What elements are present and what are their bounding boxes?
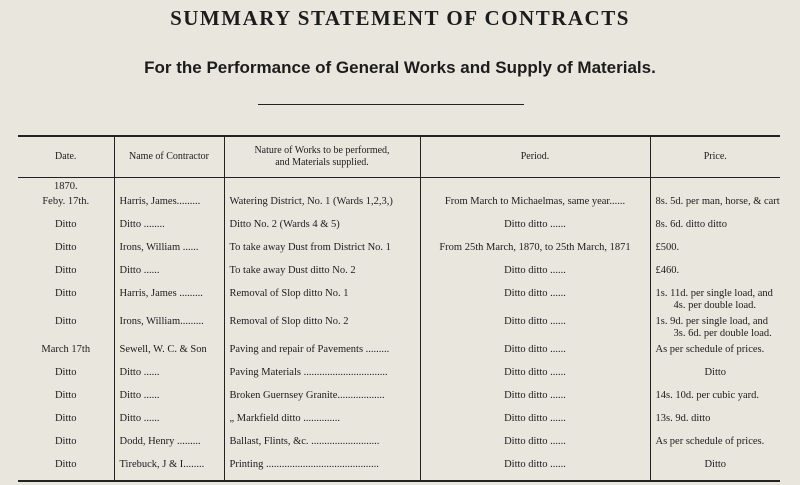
cell-contractor: Ditto ...... <box>114 365 224 388</box>
cell-date: March 17th <box>18 342 114 365</box>
cell-contractor: Ditto ...... <box>114 411 224 434</box>
price-line: 4s. per double load. <box>673 300 757 311</box>
cell-price <box>650 194 780 217</box>
cell-period: Ditto ditto ...... <box>420 457 650 481</box>
price-line: Ditto <box>704 367 727 378</box>
cell-price <box>650 342 780 365</box>
cell-period: From 25th March, 1870, to 25th March, 1871 <box>420 240 650 263</box>
price-line: 8s. 5d. per man, horse, & cart <box>655 196 780 207</box>
cell-contractor: Ditto ...... <box>114 263 224 286</box>
cell-period: Ditto ditto ...... <box>420 411 650 434</box>
cell-date: Ditto <box>18 314 114 342</box>
table-row <box>18 240 780 263</box>
header-nature-line2: and Materials supplied. <box>275 157 369 168</box>
cell-price <box>650 263 780 286</box>
cell-contractor: Tirebuck, J & I........ <box>114 457 224 481</box>
cell-price <box>650 286 780 314</box>
cell-date: Ditto <box>18 411 114 434</box>
table-row <box>18 286 780 314</box>
cell-contractor: Sewell, W. C. & Son <box>114 342 224 365</box>
price-line: As per schedule of prices. <box>655 436 765 447</box>
header-nature <box>224 136 420 178</box>
table-row <box>18 434 780 457</box>
cell-nature: Paving and repair of Pavements ......... <box>224 342 420 365</box>
price-line: As per schedule of prices. <box>655 344 765 355</box>
cell-period: Ditto ditto ...... <box>420 314 650 342</box>
cell-nature: To take away Dust ditto No. 2 <box>224 263 420 286</box>
cell-price <box>650 365 780 388</box>
cell-period: Ditto ditto ...... <box>420 388 650 411</box>
cell-nature: Broken Guernsey Granite.................. <box>224 388 420 411</box>
price-line: 1s. 11d. per single load, and <box>655 288 773 299</box>
cell-date: Ditto <box>18 434 114 457</box>
price-line: 13s. 9d. ditto <box>655 413 711 424</box>
cell-contractor: Dodd, Henry ......... <box>114 434 224 457</box>
price-line: 3s. 6d. per double load. <box>673 328 772 339</box>
table-row <box>18 217 780 240</box>
cell-date: Ditto <box>18 388 114 411</box>
cell-date: Ditto <box>18 240 114 263</box>
cell-contractor: Ditto ........ <box>114 217 224 240</box>
cell-period: Ditto ditto ...... <box>420 434 650 457</box>
price-line: 1s. 9d. per single load, and <box>655 316 769 327</box>
cell-nature: „ Markfield ditto .............. <box>224 411 420 434</box>
cell-price <box>650 457 780 481</box>
cell-contractor: Harris, James ......... <box>114 286 224 314</box>
cell-price <box>650 314 780 342</box>
cell-price <box>650 434 780 457</box>
cell-contractor: Harris, James......... <box>114 194 224 217</box>
cell-price <box>650 411 780 434</box>
cell-period: Ditto ditto ...... <box>420 365 650 388</box>
table-row <box>18 263 780 286</box>
cell-period: Ditto ditto ...... <box>420 342 650 365</box>
price-line: 14s. 10d. per cubic yard. <box>655 390 760 401</box>
table-row <box>18 457 780 481</box>
cell-price <box>650 240 780 263</box>
header-price: Price. <box>650 136 780 178</box>
header-contractor: Name of Contractor <box>114 136 224 178</box>
cell-date: Ditto <box>18 217 114 240</box>
cell-contractor: Irons, William......... <box>114 314 224 342</box>
table-row <box>18 194 780 217</box>
cell-nature: Removal of Slop ditto No. 2 <box>224 314 420 342</box>
header-date: Date. <box>18 136 114 178</box>
cell-nature: Paving Materials ................................ <box>224 365 420 388</box>
cell-period: Ditto ditto ...... <box>420 217 650 240</box>
title-rule <box>258 104 524 105</box>
price-line: Ditto <box>704 459 727 470</box>
table-header-row <box>18 136 780 178</box>
cell-price <box>650 217 780 240</box>
year-row <box>18 178 780 195</box>
cell-date: Feby. 17th. <box>18 194 114 217</box>
cell-date: Ditto <box>18 365 114 388</box>
cell-nature: Ballast, Flints, &c. .......................... <box>224 434 420 457</box>
price-line: £500. <box>655 242 680 253</box>
cell-date: Ditto <box>18 457 114 481</box>
table-row <box>18 365 780 388</box>
page-subtitle: For the Performance of General Works and Supply of Materials. <box>144 58 656 77</box>
page-title: SUMMARY STATEMENT OF CONTRACTS <box>170 6 630 30</box>
year-cell: 1870. <box>18 178 114 195</box>
cell-date: Ditto <box>18 286 114 314</box>
price-line: 8s. 6d. ditto ditto <box>655 219 727 230</box>
table-row <box>18 342 780 365</box>
cell-price <box>650 388 780 411</box>
cell-nature: Ditto No. 2 (Wards 4 & 5) <box>224 217 420 240</box>
header-nature-line1: Nature of Works to be performed, <box>254 145 390 156</box>
contracts-table <box>18 135 780 482</box>
header-period: Period. <box>420 136 650 178</box>
cell-date: Ditto <box>18 263 114 286</box>
cell-period: Ditto ditto ...... <box>420 263 650 286</box>
price-line: £460. <box>655 265 680 276</box>
cell-contractor: Irons, William ...... <box>114 240 224 263</box>
cell-contractor: Ditto ...... <box>114 388 224 411</box>
cell-nature: Watering District, No. 1 (Wards 1,2,3,) <box>224 194 420 217</box>
table-row <box>18 314 780 342</box>
cell-nature: To take away Dust from District No. 1 <box>224 240 420 263</box>
table-row <box>18 388 780 411</box>
cell-nature: Removal of Slop ditto No. 1 <box>224 286 420 314</box>
table-row <box>18 411 780 434</box>
cell-nature: Printing ........................................... <box>224 457 420 481</box>
cell-period: Ditto ditto ...... <box>420 286 650 314</box>
cell-period: From March to Michaelmas, same year...... <box>420 194 650 217</box>
